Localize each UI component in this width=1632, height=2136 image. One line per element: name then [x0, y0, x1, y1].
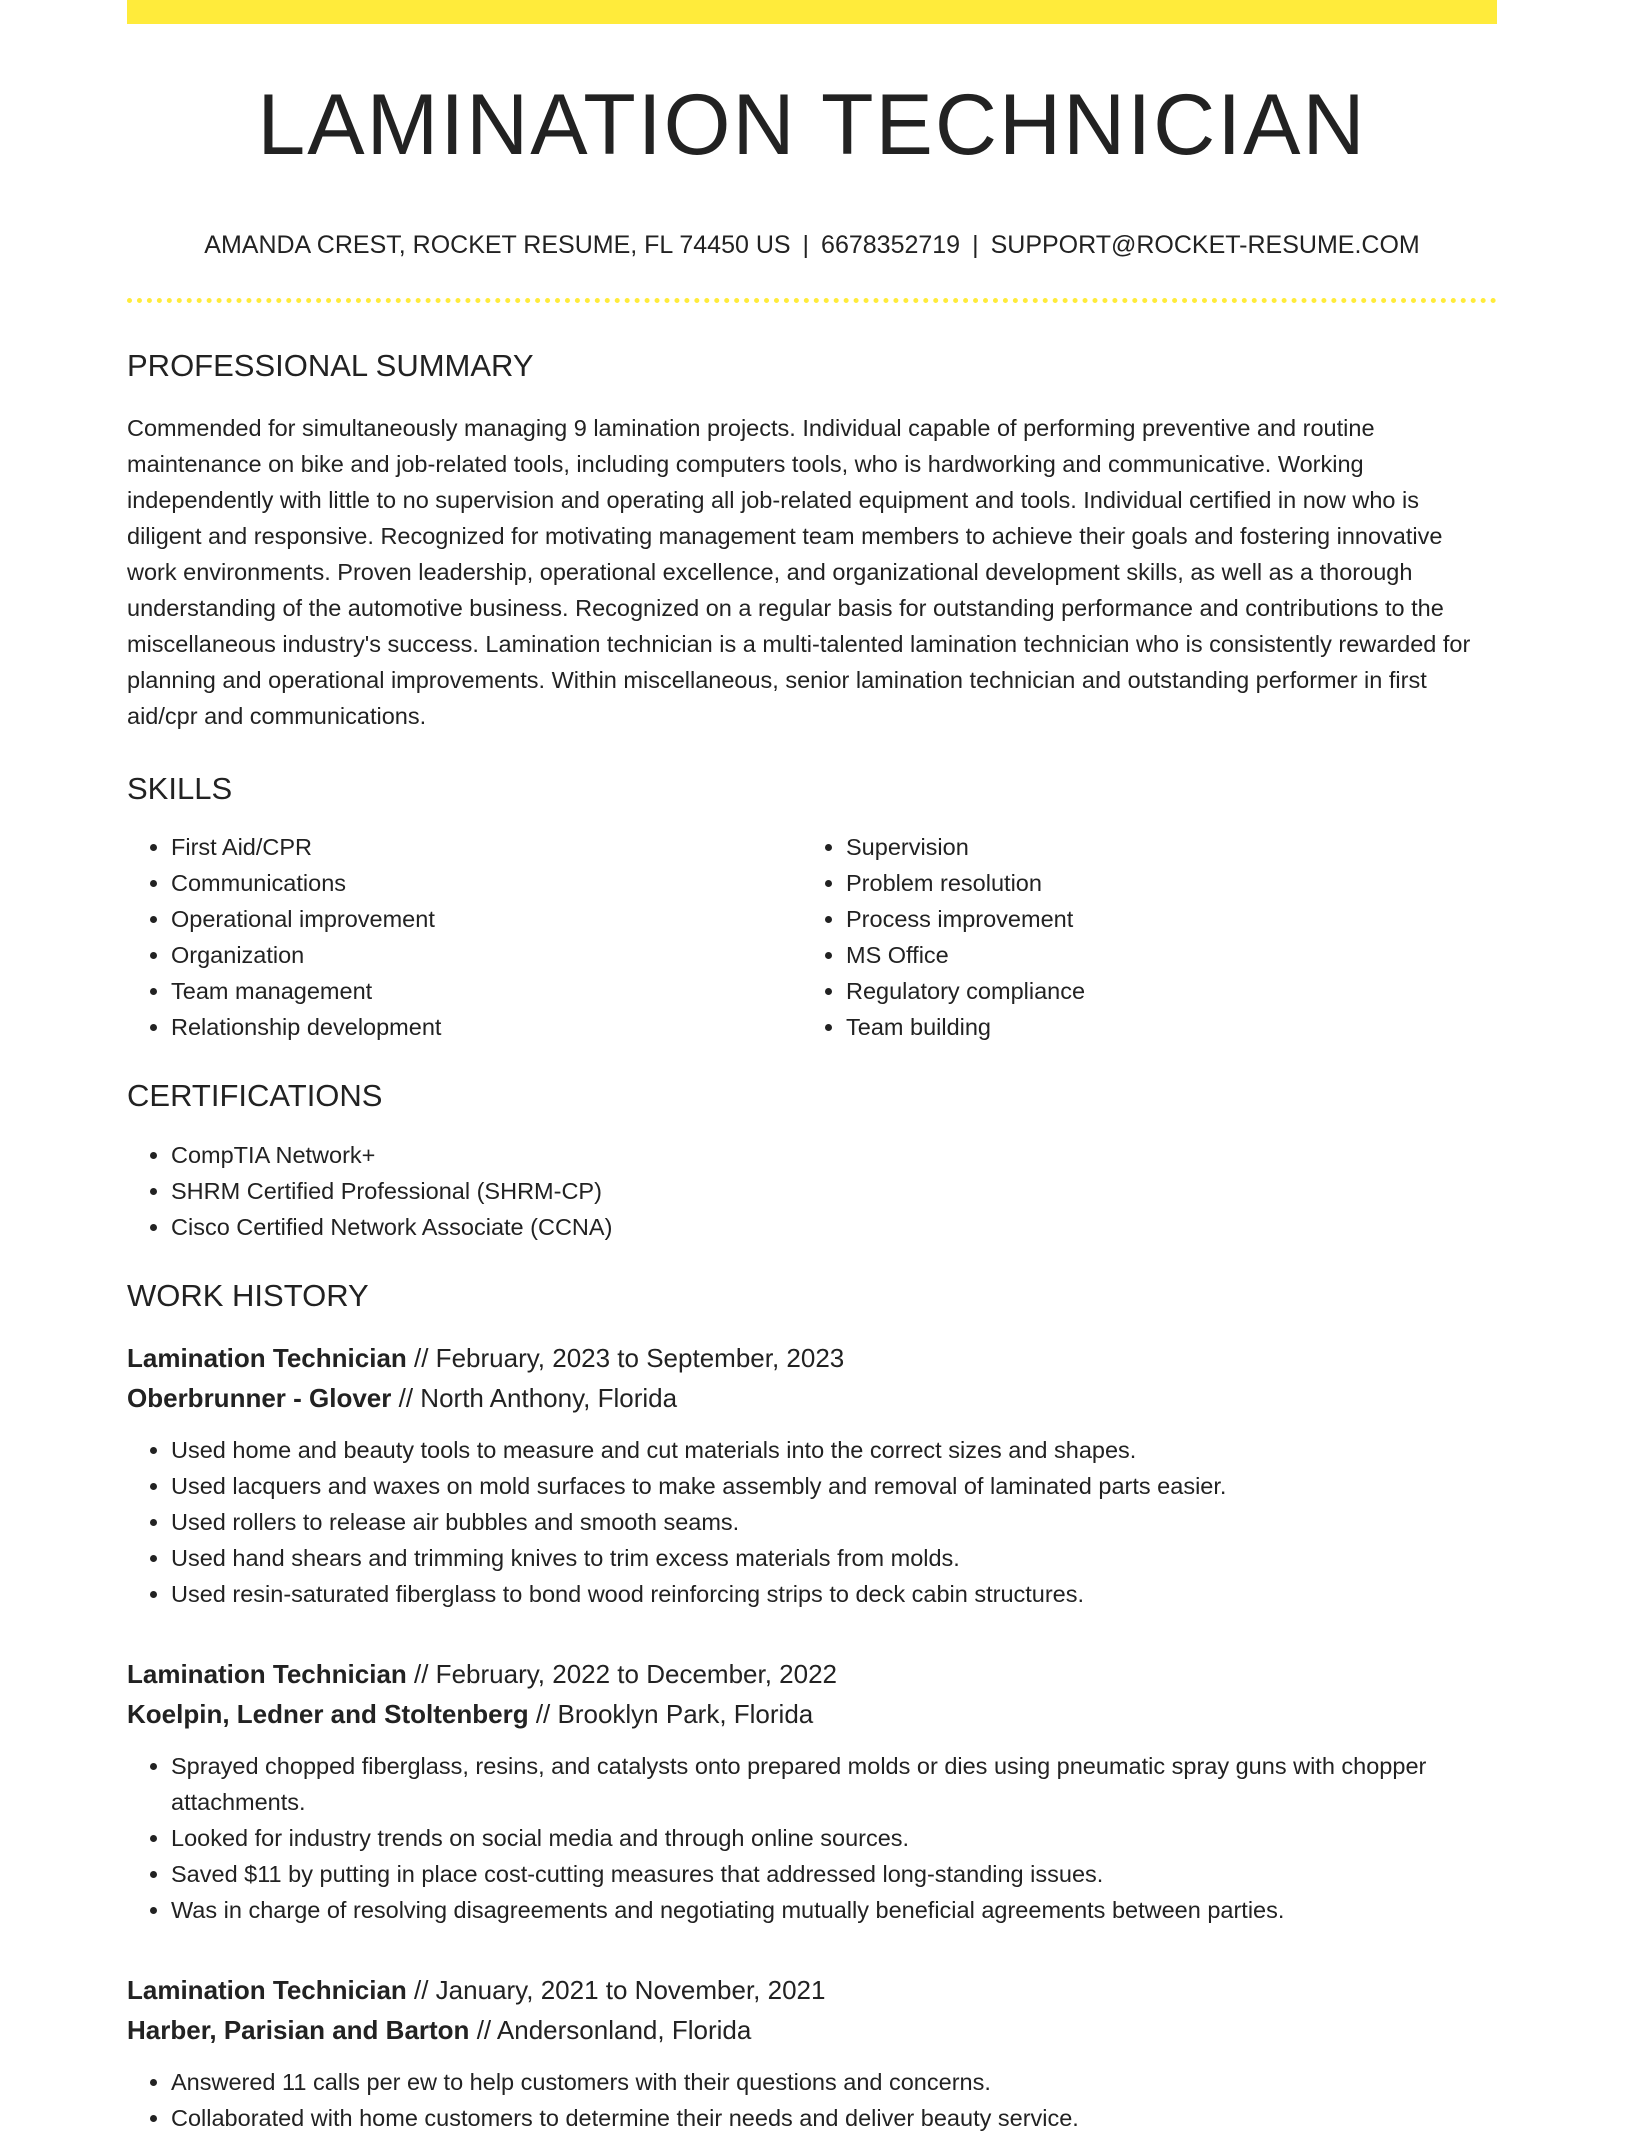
skill-item: • Operational improvement — [171, 901, 802, 937]
job-title-line — [127, 1970, 1497, 2010]
job-bullet: • Used home and beauty tools to measure and cut materials into the correct sizes and shapes. — [171, 1432, 1497, 1468]
contact-address: AMANDA CREST, ROCKET RESUME, FL 74450 US — [204, 231, 791, 259]
certifications-heading: CERTIFICATIONS — [127, 1078, 383, 1114]
job-bullet: • Answered 11 calls per ew to help customers with their questions and concerns. — [171, 2064, 1497, 2100]
skill-item: • Relationship development — [171, 1009, 802, 1045]
contact-line — [127, 230, 1497, 260]
certification-item: • Cisco Certified Network Associate (CCNA) — [171, 1209, 1497, 1245]
job-location: // Andersonland, Florida — [476, 2014, 752, 2045]
job-bullet: • Collaborated with home customers to determine their needs and deliver beauty service. — [171, 2100, 1497, 2136]
skills-list-left — [127, 829, 802, 1045]
contact-separator: | — [802, 231, 810, 259]
job-dates: // February, 2023 to September, 2023 — [414, 1342, 845, 1373]
certification-item: • CompTIA Network+ — [171, 1137, 1497, 1173]
certifications-list — [127, 1137, 1497, 1245]
job-bullet: • Saved $11 by putting in place cost-cutting measures that addressed long-standing issues. — [171, 1856, 1497, 1892]
job-bullet: • Looked for industry trends on social media and through online sources. — [171, 1820, 1497, 1856]
job-role: Lamination Technician — [127, 1974, 407, 2005]
job-company: Oberbrunner - Glover — [127, 1382, 392, 1413]
summary-text: Commended for simultaneously managing 9 lamination projects. Individual capable of performing preventive and routine maintenance on bike and job-related tools, including computers tools, who is hardworking and communicative. Working independently with little to no supervision and operating all job-related equipment and tools. Individual certified in now who is diligent and responsive. Recognized for motivating management team members to achieve their goals and fostering innovative work environments. Proven leadership, operational excellence, and organizational development skills, as well as a thorough understanding of the automotive business. Recognized on a regular basis for outstanding performance and contributions to the miscellaneous industry's success. Lamination technician is a multi-talented lamination technician who is consistently rewarded for planning and operational improvements. Within miscellaneous, senior lamination technician and outstanding performer in first aid/cpr and communications. — [127, 415, 1471, 730]
job-company: Koelpin, Ledner and Stoltenberg — [127, 1698, 529, 1729]
work-history-heading: WORK HISTORY — [127, 1277, 369, 1313]
skills-heading: SKILLS — [127, 771, 233, 807]
job-dates: // February, 2022 to December, 2022 — [414, 1658, 837, 1689]
summary-heading: PROFESSIONAL SUMMARY — [127, 348, 534, 383]
skill-item: • Problem resolution — [846, 865, 1477, 901]
contact-separator: | — [972, 231, 979, 259]
job-dates: // January, 2021 to November, 2021 — [414, 1974, 826, 2005]
skill-item: • Process improvement — [846, 901, 1477, 937]
job-bullet: • Used lacquers and waxes on mold surfaces to make assembly and removal of laminated parts easier. — [171, 1468, 1497, 1504]
skills-list-right — [802, 829, 1477, 1045]
job-location: // Brooklyn Park, Florida — [535, 1698, 814, 1729]
job-company-line — [127, 1378, 1497, 1418]
contact-phone: 6678352719 — [821, 231, 961, 259]
job-company-line — [127, 2010, 1497, 2050]
job-bullet: • Sprayed chopped fiberglass, resins, and catalysts onto prepared molds or dies using pneumatic spray guns with chopper attachments. — [171, 1748, 1497, 1820]
job-bullet: • Used rollers to release air bubbles and smooth seams. — [171, 1504, 1497, 1540]
skill-item: • Communications — [171, 865, 802, 901]
job-bullets — [127, 2064, 1497, 2136]
job-role: Lamination Technician — [127, 1342, 407, 1373]
skill-item: • Supervision — [846, 829, 1477, 865]
contact-email: SUPPORT@ROCKET-RESUME.COM — [990, 231, 1420, 259]
job-entry — [127, 1654, 1497, 1928]
certification-item: • SHRM Certified Professional (SHRM-CP) — [171, 1173, 1497, 1209]
job-bullet: • Used hand shears and trimming knives to trim excess materials from molds. — [171, 1540, 1497, 1576]
skill-item: • Team management — [171, 973, 802, 1009]
job-location: // North Anthony, Florida — [398, 1382, 678, 1413]
job-entry — [127, 1338, 1497, 1612]
accent-top-bar — [127, 0, 1497, 24]
job-title-line — [127, 1338, 1497, 1378]
job-company-line — [127, 1694, 1497, 1734]
skills-grid — [127, 829, 1497, 1045]
job-company: Harber, Parisian and Barton — [127, 2014, 470, 2045]
skill-item: • Regulatory compliance — [846, 973, 1477, 1009]
job-title-line — [127, 1654, 1497, 1694]
resume-page — [127, 0, 1497, 2136]
job-bullets — [127, 1432, 1497, 1612]
skill-item: • Organization — [171, 937, 802, 973]
skill-item: • Team building — [846, 1009, 1477, 1045]
job-bullet: • Was in charge of resolving disagreements and negotiating mutually beneficial agreements between parties. — [171, 1892, 1497, 1928]
skill-item: • MS Office — [846, 937, 1477, 973]
skill-item: • First Aid/CPR — [171, 829, 802, 865]
job-bullets — [127, 1748, 1497, 1928]
job-role: Lamination Technician — [127, 1658, 407, 1689]
job-bullet: • Used resin-saturated fiberglass to bond wood reinforcing strips to deck cabin structures. — [171, 1576, 1497, 1612]
dotted-divider — [127, 298, 1497, 303]
job-entry — [127, 1970, 1497, 2136]
page-title: LAMINATION TECHNICIAN — [257, 77, 1367, 173]
